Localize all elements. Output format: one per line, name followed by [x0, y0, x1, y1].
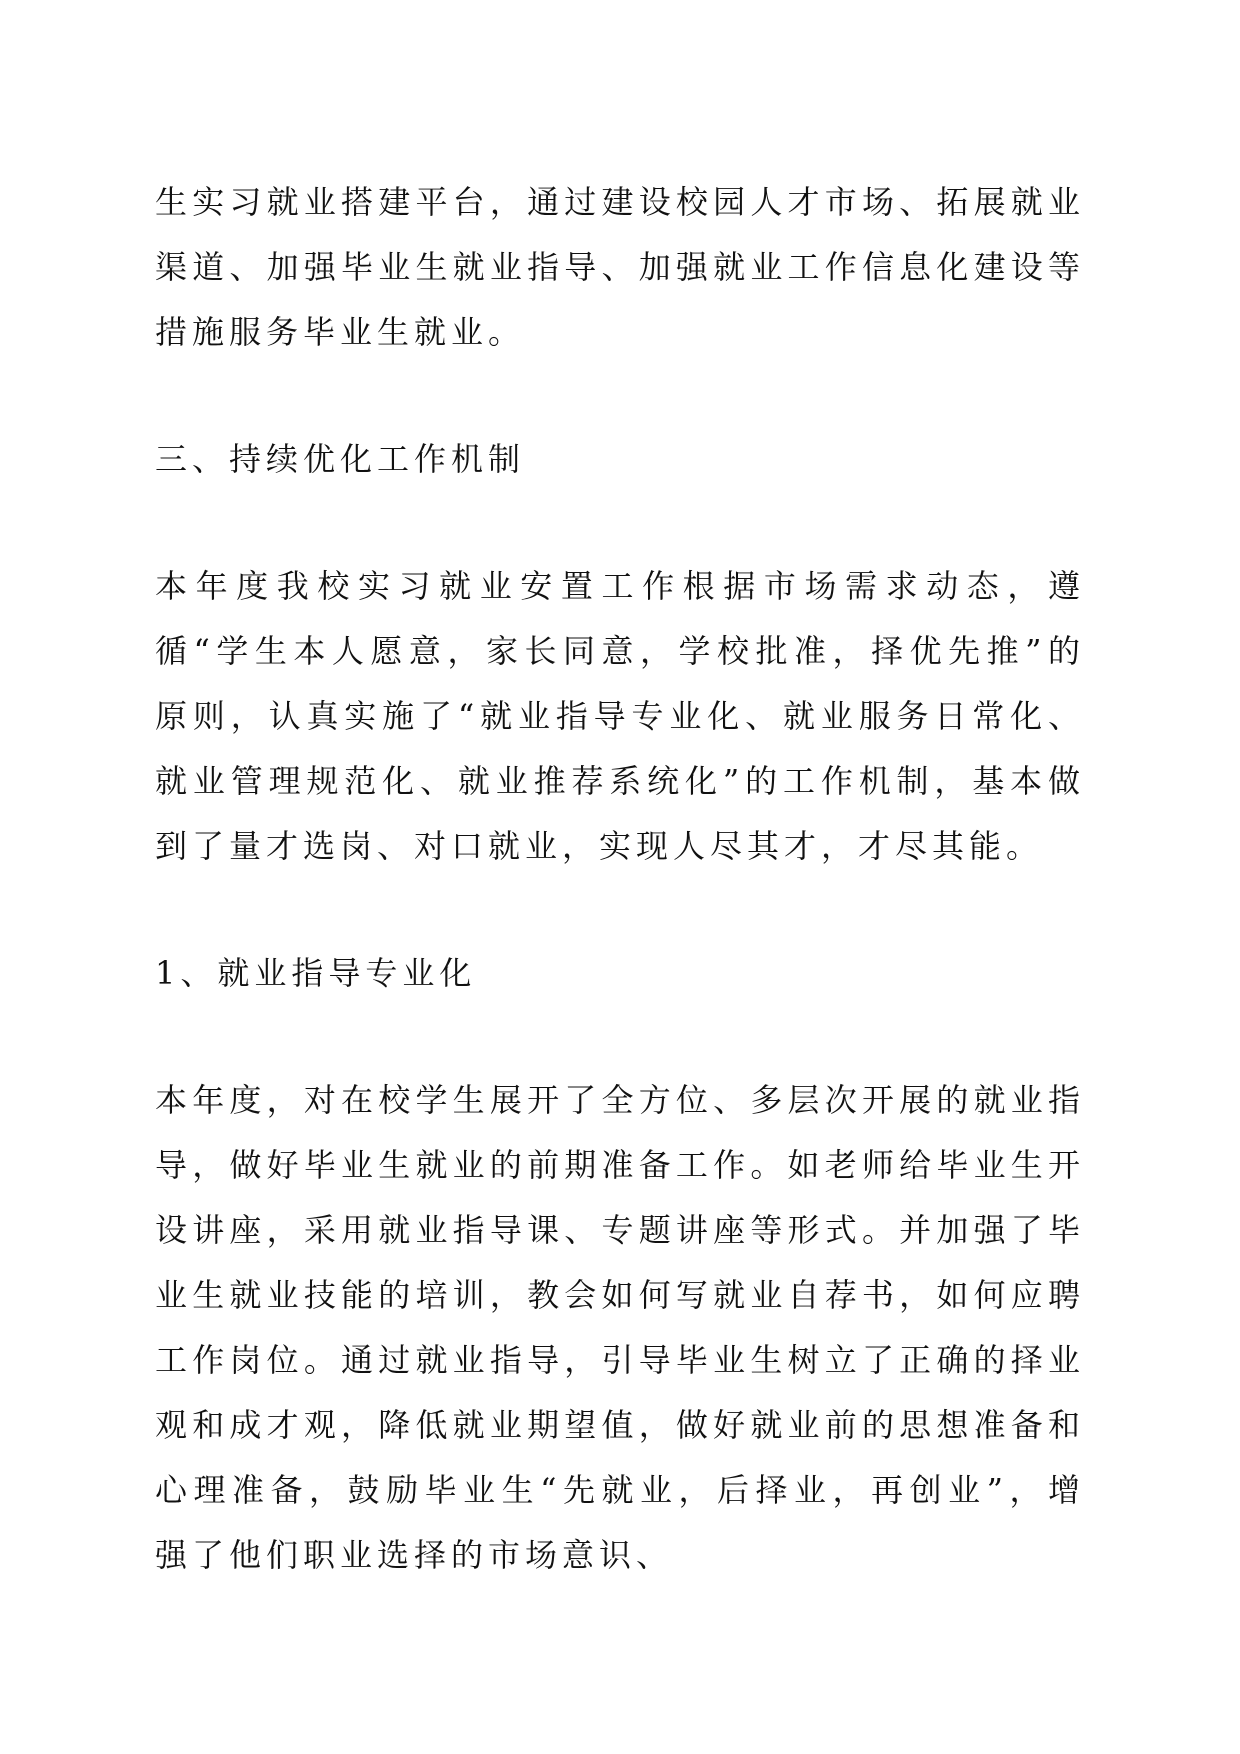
paragraph-mechanism: 本年度我校实习就业安置工作根据市场需求动态，遵循“学生本人愿意，家长同意，学校批准，择优先推”的原则，认真实施了“就业指导专业化、就业服务日常化、就业管理规范化、就业推荐系统化”的工作机制，基本做到了量才选岗、对口就业，实现人尽其才，才尽其能。: [155, 567, 1085, 865]
document-body: [155, 170, 1085, 1588]
section-heading-3: 三、持续优化工作机制: [155, 440, 526, 478]
subsection-heading-1: 1、就业指导专业化: [155, 954, 477, 992]
paragraph-guidance: 本年度，对在校学生展开了全方位、多层次开展的就业指导，做好毕业生就业的前期准备工作。如老师给毕业生开设讲座，采用就业指导课、专题讲座等形式。并加强了毕业生就业技能的培训，教会如何写就业自荐书，如何应聘工作岗位。通过就业指导，引导毕业生树立了正确的择业观和成才观，降低就业期望值，做好就业前的思想准备和心理准备，鼓励毕业生“先就业，后择业，再创业”，增强了他们职业选择的市场意识、: [155, 1081, 1085, 1574]
paragraph-continued-intro: 生实习就业搭建平台，通过建设校园人才市场、拓展就业渠道、加强毕业生就业指导、加强就业工作信息化建设等措施服务毕业生就业。: [155, 183, 1085, 351]
